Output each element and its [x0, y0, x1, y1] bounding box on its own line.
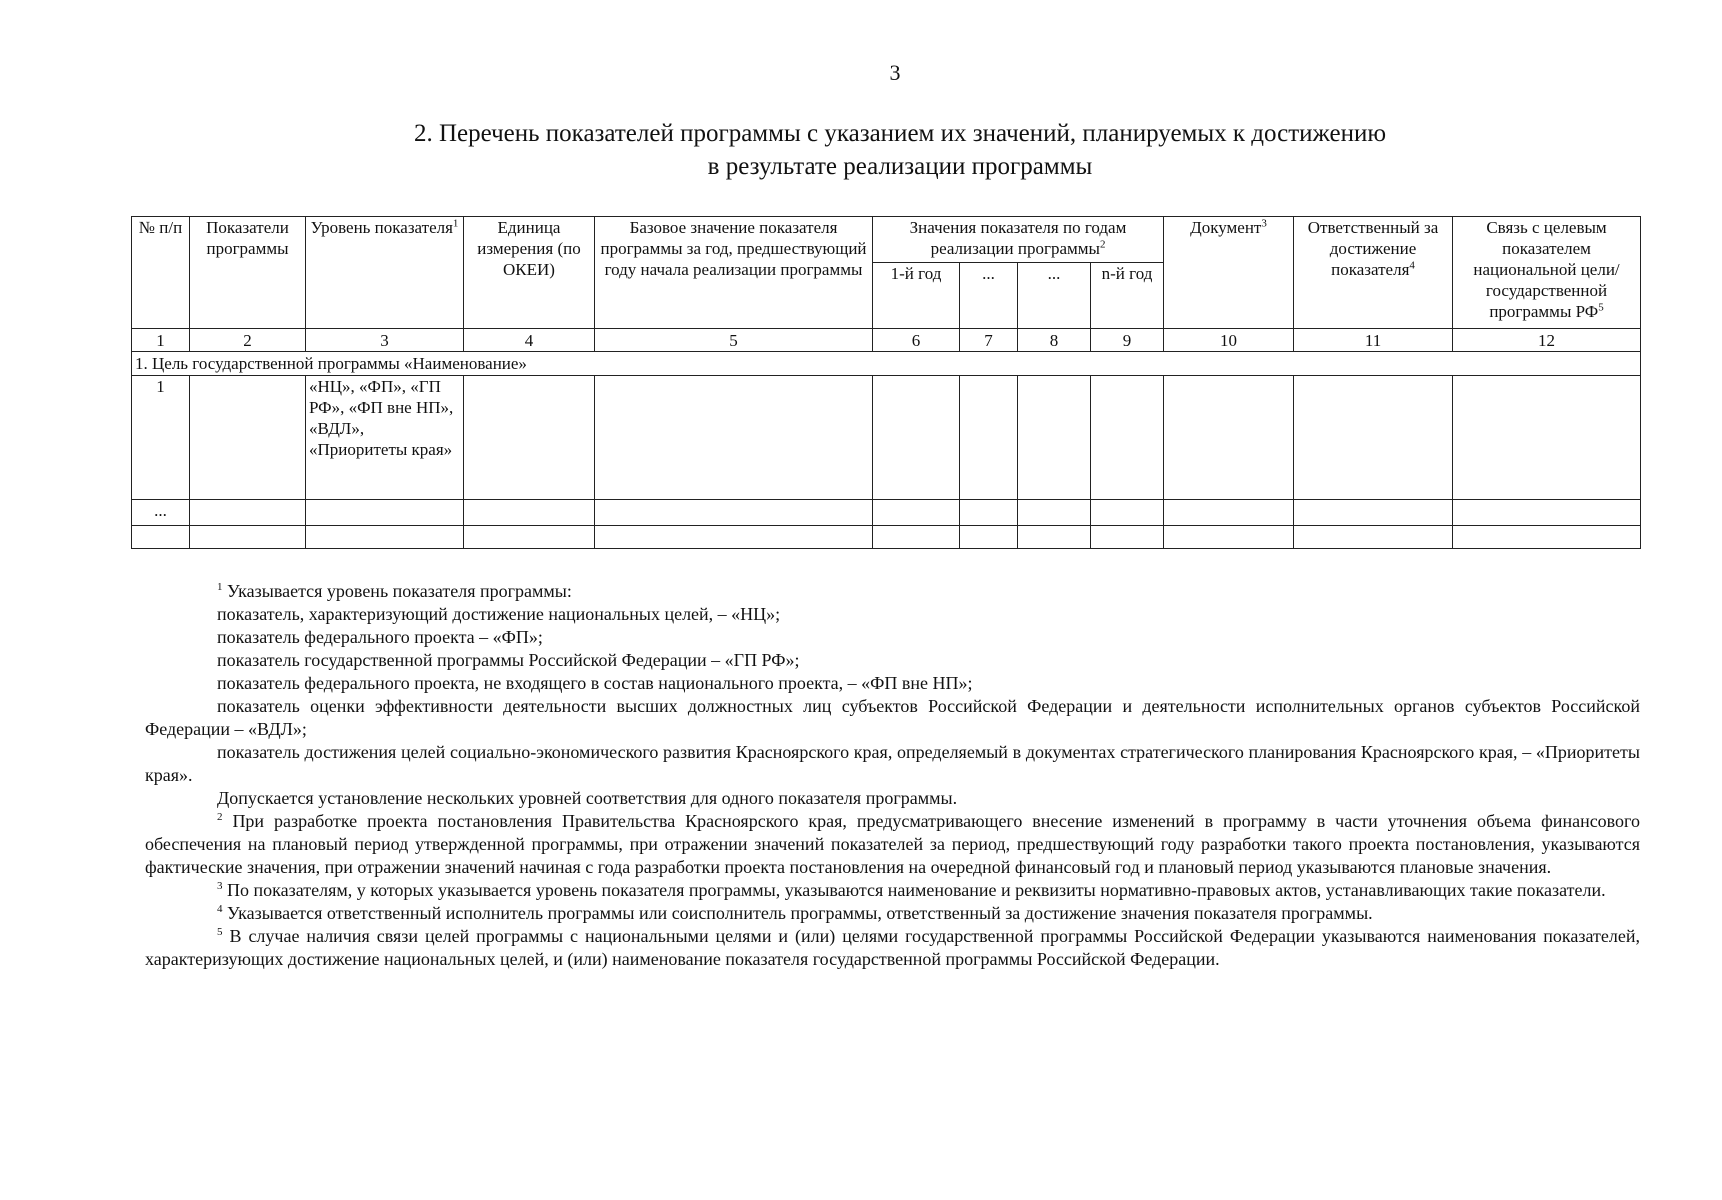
- cell-empty: [960, 500, 1018, 525]
- header-year-dots-1: ...: [960, 263, 1018, 329]
- footnote-text: показатель федерального проекта – «ФП»;: [217, 627, 543, 647]
- header-level-text: Уровень показателя: [310, 218, 453, 237]
- cell-empty: [464, 500, 595, 525]
- column-number: 10: [1164, 329, 1294, 352]
- column-number: 7: [960, 329, 1018, 352]
- header-indicators: Показатели программы: [190, 217, 306, 329]
- footnote-ref-2: 2: [1099, 238, 1106, 251]
- column-number-row: [132, 329, 1641, 352]
- cell-empty: [306, 500, 464, 525]
- footnote-ref-1: 1: [452, 217, 459, 230]
- footnote-text: В случае наличия связи целей программы с национальными целями и (или) целями государственной программы Российской Федерации указываются наименования показателей, характеризующих достижение национальных целей, и (или) наименование показателя государственной программы Российской Федерации.: [145, 926, 1640, 969]
- cell-empty: [1091, 525, 1164, 548]
- goal-row: [132, 352, 1641, 375]
- cell-empty: [960, 525, 1018, 548]
- footnote-text: Указывается ответственный исполнитель программы или соисполнитель программы, ответственный за достижение значения показателя программы.: [227, 903, 1373, 923]
- cell-empty: [1294, 375, 1453, 500]
- row-level: «НЦ», «ФП», «ГП РФ», «ФП вне НП», «ВДЛ», «Приоритеты края»: [306, 375, 464, 500]
- cell-empty: [190, 525, 306, 548]
- footnote: [145, 649, 1640, 672]
- indicators-table: [131, 216, 1641, 549]
- column-number: 2: [190, 329, 306, 352]
- cell-empty: [1091, 375, 1164, 500]
- header-responsible-text: Ответственный за достижение показателя: [1307, 218, 1439, 279]
- header-year-n: n-й год: [1091, 263, 1164, 329]
- cell-empty: [1453, 525, 1641, 548]
- cell-empty: [960, 375, 1018, 500]
- header-year-1: 1-й год: [873, 263, 960, 329]
- cell-empty: [1453, 375, 1641, 500]
- header-level: [306, 217, 464, 329]
- column-number: 6: [873, 329, 960, 352]
- footnotes: [145, 580, 1640, 971]
- footnote-text: Указывается уровень показателя программы:: [227, 581, 572, 601]
- footnote: [145, 879, 1640, 902]
- cell-empty: [1453, 500, 1641, 525]
- cell-empty: [1164, 500, 1294, 525]
- footnote-text: показатель государственной программы Российской Федерации – «ГП РФ»;: [217, 650, 800, 670]
- cell-empty: [873, 375, 960, 500]
- header-num: № п/п: [132, 217, 190, 329]
- footnote-ref-3: 3: [1261, 217, 1267, 230]
- cell-empty: [1018, 375, 1091, 500]
- cell-empty: [873, 525, 960, 548]
- column-number: 8: [1018, 329, 1091, 352]
- table-row: [132, 375, 1641, 500]
- footnote: [145, 741, 1640, 787]
- cell-empty: [595, 500, 873, 525]
- column-number: 4: [464, 329, 595, 352]
- cell-empty: [595, 525, 873, 548]
- column-number: 11: [1294, 329, 1453, 352]
- footnote-mark: 4: [217, 903, 223, 915]
- footnote-text: При разработке проекта постановления Правительства Красноярского края, предусматривающего внесение изменений в программу в части уточнения объема финансового обеспечения на плановый период утвержденной программы, при отражении значений показателей за период, предшествующий году разработки такого проекта постановления, указываются фактические значения, при отражении значений начиная с года разработки проекта постановления на очередной финансовый год и плановый период указываются плановые значения.: [145, 811, 1640, 877]
- footnote-text: По показателям, у которых указывается уровень показателя программы, указываются наименование и реквизиты нормативно-правовых актов, устанавливающих такие показатели.: [227, 880, 1606, 900]
- cell-empty: [1294, 500, 1453, 525]
- header-year-dots-2: ...: [1018, 263, 1091, 329]
- footnote: [145, 695, 1640, 741]
- header-years-text: Значения показателя по годам реализации программы: [909, 218, 1127, 258]
- page-number: 3: [889, 60, 901, 85]
- footnote: [145, 603, 1640, 626]
- footnote: [145, 902, 1640, 925]
- footnote-text: показатель федерального проекта, не входящего в состав национального проекта, – «ФП вне НП»;: [217, 673, 973, 693]
- footnote: [145, 787, 1640, 810]
- footnote-mark: 2: [217, 811, 223, 823]
- cell-empty: [1018, 500, 1091, 525]
- header-unit: Единица измерения (по ОКЕИ): [464, 217, 595, 329]
- cell-empty: [464, 375, 595, 500]
- table-row: [132, 500, 1641, 525]
- footnote-ref-5: 5: [1598, 301, 1604, 314]
- cell-empty: [1294, 525, 1453, 548]
- header-document-text: Документ: [1190, 218, 1262, 237]
- column-number: 12: [1453, 329, 1641, 352]
- cell-empty: [1164, 375, 1294, 500]
- footnote-ref-4: 4: [1409, 259, 1415, 272]
- footnote-text: Допускается установление нескольких уровней соответствия для одного показателя программы.: [217, 788, 958, 808]
- header-link: [1453, 217, 1641, 329]
- footnote: [145, 672, 1640, 695]
- footnote-text: показатель достижения целей социально-экономического развития Красноярского края, определяемый в документах стратегического планирования Красноярского края, – «Приоритеты края».: [145, 742, 1640, 785]
- page-title: [180, 117, 1620, 183]
- cell-empty: [190, 375, 306, 500]
- column-number: 1: [132, 329, 190, 352]
- cell-empty: [132, 525, 190, 548]
- title-line-2: в результате реализации программы: [707, 153, 1093, 180]
- footnote-text: показатель, характеризующий достижение национальных целей, – «НЦ»;: [217, 604, 781, 624]
- footnote: [145, 925, 1640, 971]
- footnote: [145, 580, 1640, 603]
- header-years-group: [873, 217, 1164, 263]
- footnote-mark: 5: [217, 926, 223, 938]
- cell-empty: [1018, 525, 1091, 548]
- header-responsible: [1294, 217, 1453, 329]
- column-number: 3: [306, 329, 464, 352]
- cell-empty: [190, 500, 306, 525]
- header-document: [1164, 217, 1294, 329]
- cell-empty: [306, 525, 464, 548]
- row-num: 1: [132, 375, 190, 500]
- cell-empty: [1164, 525, 1294, 548]
- footnote-mark: 3: [217, 880, 223, 892]
- header-link-text: Связь с целевым показателем национальной цели/ государственной программы РФ: [1473, 218, 1620, 321]
- column-number: 5: [595, 329, 873, 352]
- goal-heading: 1. Цель государственной программы «Наименование»: [132, 352, 1641, 375]
- table-row: [132, 525, 1641, 548]
- footnote-mark: 1: [217, 581, 223, 593]
- cell-empty: [464, 525, 595, 548]
- cell-empty: [1091, 500, 1164, 525]
- footnote: [145, 626, 1640, 649]
- title-line-1: 2. Перечень показателей программы с указанием их значений, планируемых к достижению: [413, 120, 1387, 147]
- cell-empty: [595, 375, 873, 500]
- footnote-text: показатель оценки эффективности деятельности высших должностных лиц субъектов Российской Федерации и деятельности исполнительных органов субъектов Российской Федерации – «ВДЛ»;: [145, 696, 1640, 739]
- column-number: 9: [1091, 329, 1164, 352]
- footnote: [145, 810, 1640, 879]
- header-row-1: [132, 217, 1641, 263]
- cell-empty: [873, 500, 960, 525]
- header-base-value: Базовое значение показателя программы за год, предшествующий году начала реализации программы: [595, 217, 873, 329]
- row-dots: ...: [132, 500, 190, 525]
